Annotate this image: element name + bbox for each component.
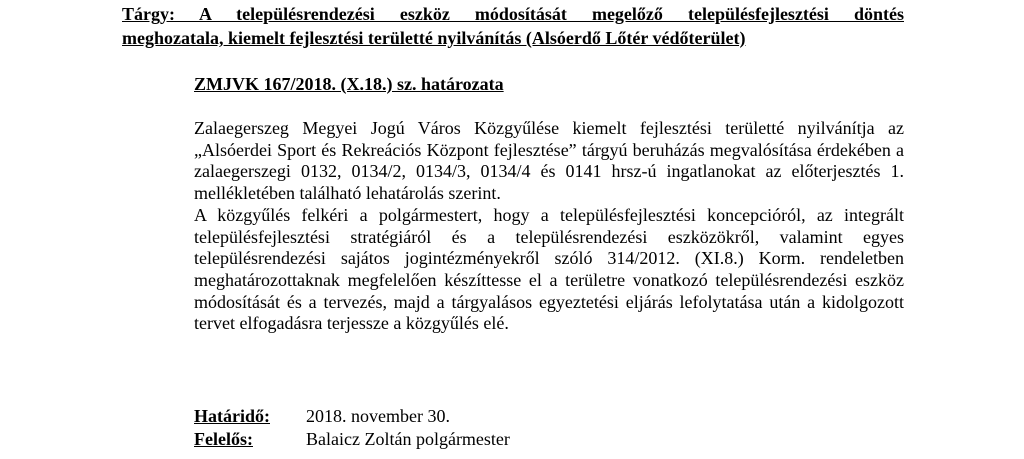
responsible-row bbox=[194, 428, 510, 450]
responsible-label: Felelős: bbox=[194, 429, 253, 449]
resolution-body bbox=[194, 118, 904, 335]
deadline-value: 2018. november 30. bbox=[306, 406, 450, 426]
deadline-row bbox=[194, 405, 450, 427]
responsible-value: Balaicz Zoltán polgármester bbox=[306, 429, 510, 449]
subject-line-1: Tárgy: A településrendezési eszköz módosítását megelőző településfejlesztési döntés bbox=[122, 4, 904, 24]
subject-line-2: meghozatala, kiemelt fejlesztési területté nyilvánítás (Alsóerdő Lőtér védőterület) bbox=[122, 28, 746, 48]
resolution-title: ZMJVK 167/2018. (X.18.) sz. határozata bbox=[194, 74, 504, 94]
deadline-label: Határidő: bbox=[194, 406, 270, 426]
resolution-paragraph-1: Zalaegerszeg Megyei Jogú Város Közgyűlése kiemelt fejlesztési területté nyilvánítja az „Alsóerdei Sport és Rekreációs Központ fejlesztése” tárgyú beruházás megvalósítása érdekében a zalaegerszegi 0132, 0134/2, 0134/3, 0134/4 és 0141 hrsz-ú ingatlanokat az előterjesztés 1. mellékletében található lehatárolás szerint. bbox=[194, 118, 904, 204]
subject-heading bbox=[122, 2, 904, 50]
resolution-paragraph-2: A közgyűlés felkéri a polgármestert, hogy a településfejlesztési koncepcióról, az integrált településfejlesztési stratégiáról és a településrendezési eszközökről, valamint egyes településrendezési sajátos jogintézményekről szóló 314/2012. (XI.8.) Korm. rendeletben meghatározottaknak megfelelően készíttesse el a területre vonatkozó településrendezési eszköz módosítását és a tervezés, majd a tárgyalásos egyeztetési eljárás lefolytatása után a kidolgozott tervet elfogadásra terjessze a közgyűlés elé. bbox=[194, 204, 904, 334]
